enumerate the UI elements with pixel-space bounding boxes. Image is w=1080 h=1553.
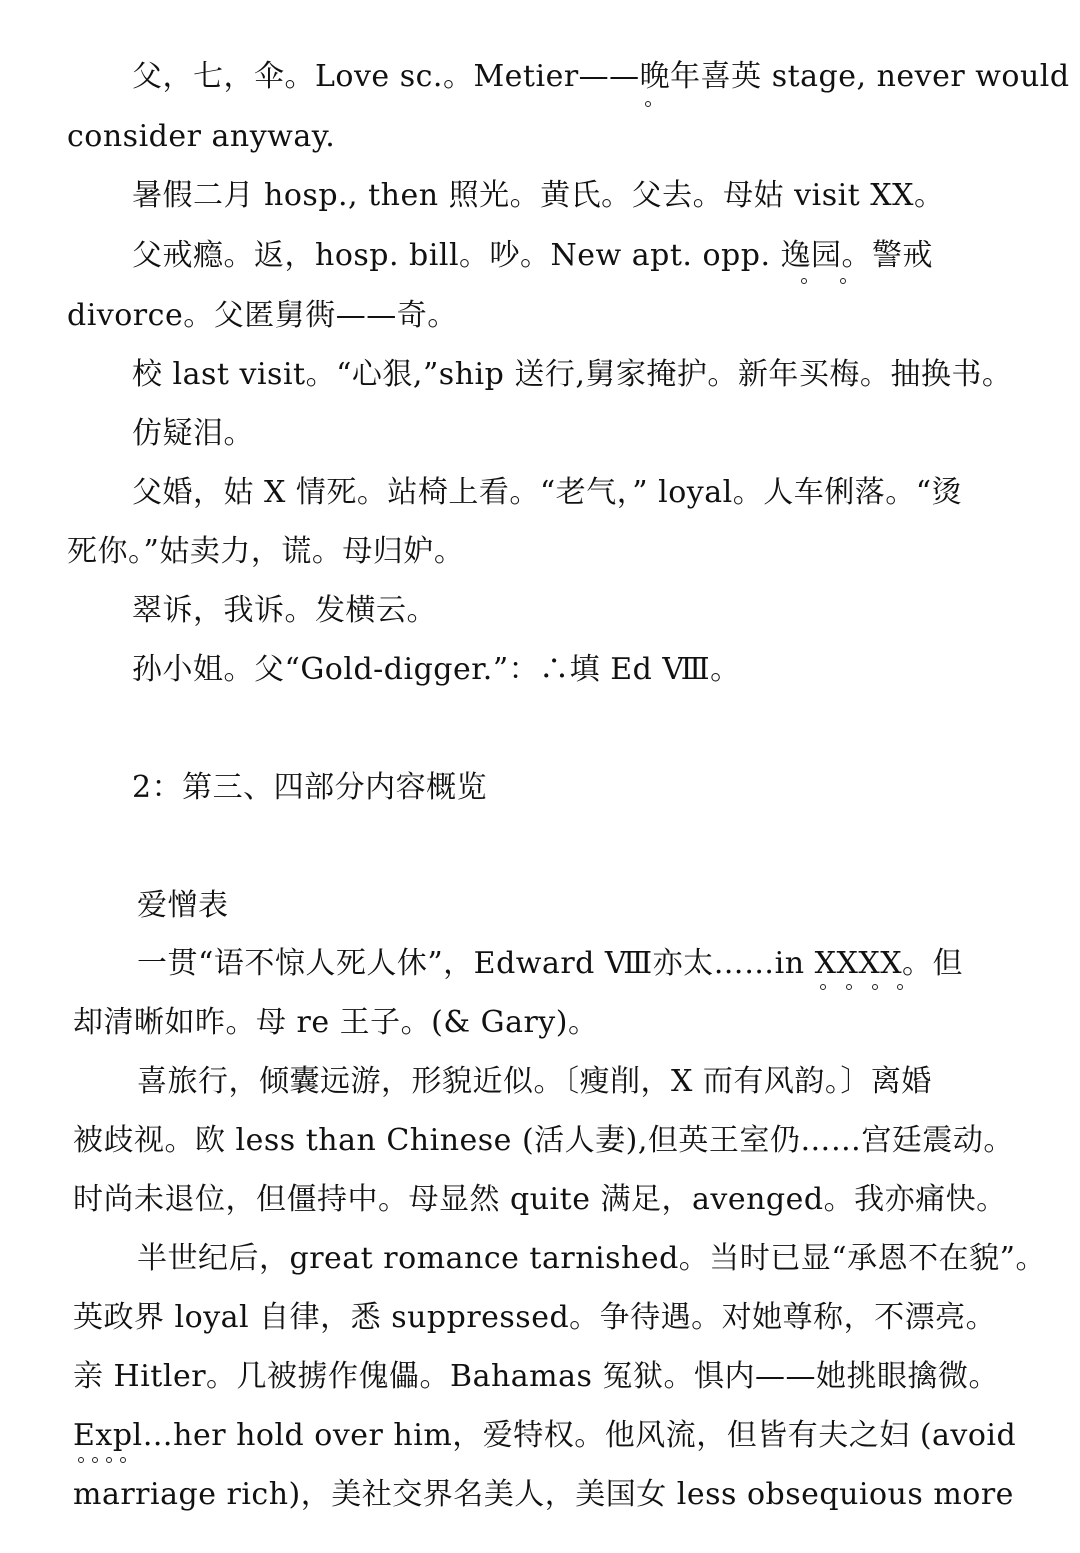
note-line: 孙小姐。父“Gold-digger.”：∴填 Ed Ⅷ。 <box>132 652 741 687</box>
emphasis-dot <box>801 278 807 284</box>
note-line: 暑假二月 hosp., then 照光。黄氏。父去。母姑 visit XX。 <box>132 178 945 213</box>
note-line: Expl…her hold over him，爱特权。他风流，但皆有夫之妇 (avoid <box>73 1418 1017 1453</box>
note-line: 却清晰如昨。母 re 王子。(& Gary)。 <box>73 1005 599 1040</box>
note-line: 校 last visit。“心狠,”ship 送行,舅家掩护。新年买梅。抽换书。 <box>132 357 1013 392</box>
note-line: 翠诉，我诉。发横云。 <box>132 593 437 628</box>
subheading: 爱憎表 <box>137 888 229 923</box>
emphasis-dot <box>120 1457 126 1463</box>
emphasis-dot <box>897 984 903 990</box>
note-line: 父戒瘾。返，hosp. bill。吵。New apt. opp. 逸园。警戒 <box>132 238 934 273</box>
emphasis-dot <box>92 1457 98 1463</box>
note-line: 被歧视。欧 less than Chinese (活人妻),但英王室仍……宫廷震动。 <box>73 1123 1014 1158</box>
note-line: divorce。父匿舅衖——奇。 <box>67 298 458 333</box>
emphasis-dot <box>106 1457 112 1463</box>
note-line: 时尚未退位，但僵持中。母显然 quite 满足，avenged。我亦痛快。 <box>73 1182 1007 1217</box>
note-line: consider anyway. <box>67 119 336 154</box>
note-line: 亲 Hitler。几被掳作傀儡。Bahamas 冤狱。惧内——她挑眼擒微。 <box>73 1359 999 1394</box>
note-line: marriage rich)，美社交界名美人，美国女 less obsequious more <box>73 1477 1014 1512</box>
emphasis-dot <box>872 984 878 990</box>
emphasis-dot <box>840 278 846 284</box>
note-line: 父，七，伞。Love sc.。Metier——晚年喜英 stage, never would <box>132 59 1070 94</box>
emphasis-dot <box>820 984 826 990</box>
note-line: 仿疑泪。 <box>132 416 254 451</box>
emphasis-dot <box>78 1457 84 1463</box>
note-line: 英政界 loyal 自律，悉 suppressed。争待遇。对她尊称，不漂亮。 <box>73 1300 997 1335</box>
note-line: 半世纪后，great romance tarnished。当时已显“承恩不在貌”。 <box>137 1241 1046 1276</box>
note-line: 一贯“语不惊人死人休”，Edward Ⅷ亦太……in XXXX。但 <box>137 946 964 981</box>
note-line: 父婚，姑 X 情死。站椅上看。“老气，” loyal。人车俐落。“烫 <box>132 475 963 510</box>
emphasis-dot <box>645 101 651 107</box>
emphasis-dot <box>846 984 852 990</box>
section-heading: 2：第三、四部分内容概览 <box>132 770 488 805</box>
note-line: 喜旅行，倾囊远游，形貌近似。〔瘦削，X 而有风韵。〕离婚 <box>137 1064 932 1099</box>
note-line: 死你。”姑卖力，谎。母归妒。 <box>67 534 465 569</box>
